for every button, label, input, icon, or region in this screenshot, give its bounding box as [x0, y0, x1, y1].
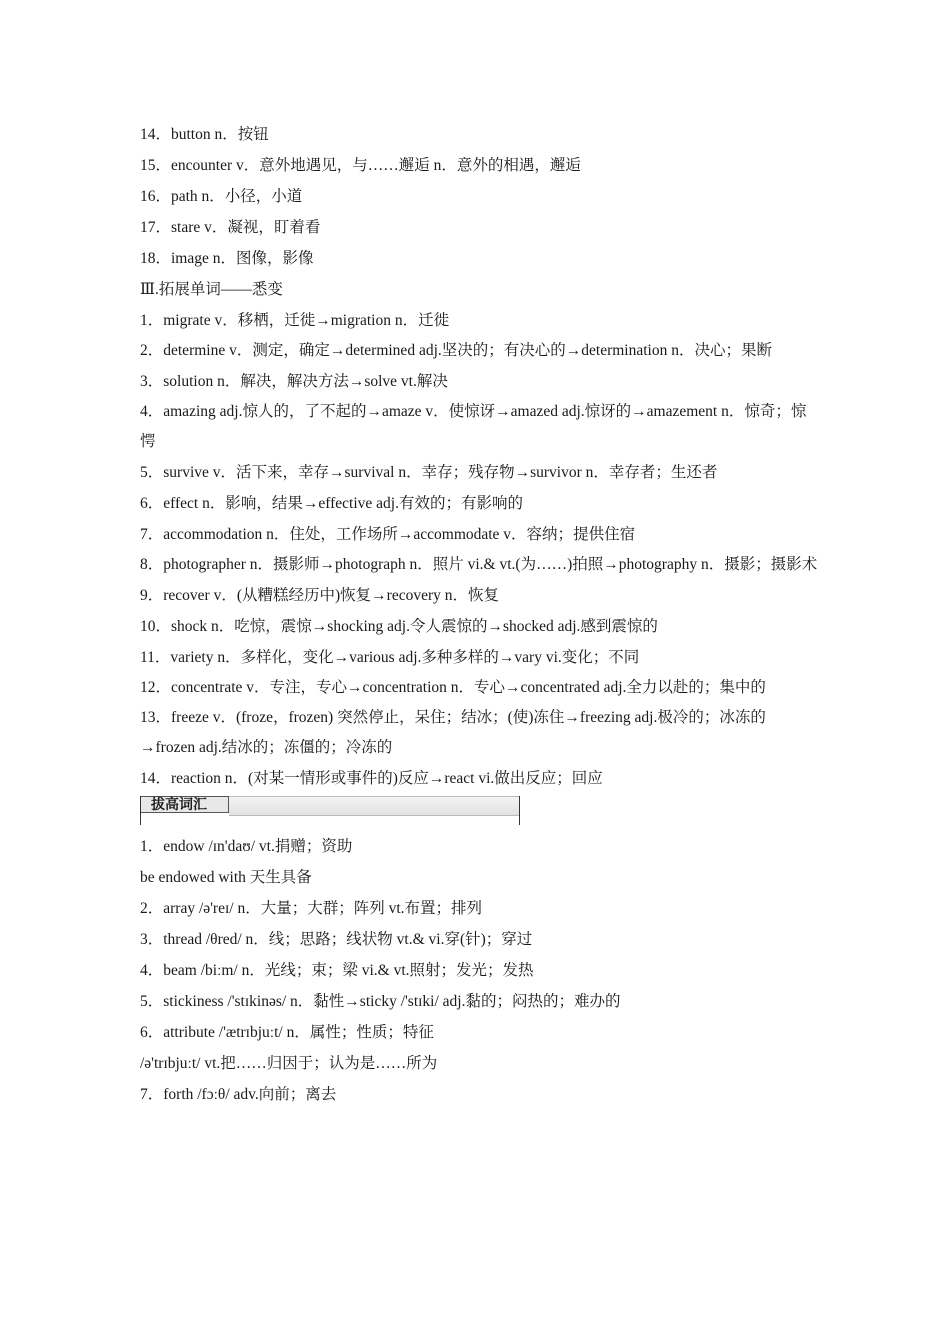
list-item: 4．beam /biːm/ n．光线；束；梁 vi.& vt.照射；发光；发热: [140, 962, 534, 979]
list-item: /ə'trɪbjuːt/ vt.把……归因于；认为是……所为: [140, 1055, 438, 1072]
list-item: 6．effect n．影响，结果→effective adj.有效的；有影响的: [140, 495, 523, 512]
list-item: 4．amazing adj.惊人的，了不起的→amaze v．使惊讶→amazed adj.惊讶的→amazement n．惊奇；惊愕: [140, 403, 807, 450]
list-item: 15．encounter v．意外地遇见，与……邂逅 n．意外的相遇，邂逅: [140, 157, 581, 174]
list-item: 2．determine v．测定，确定→determined adj.坚决的；有决心的→determination n．决心；果断: [140, 342, 772, 359]
list-item: 13．freeze v．(froze，frozen) 突然停止，呆住；结冰；(使)冻住→freezing adj.极冷的；冰冻的→frozen adj.结冰的；冻僵的；冷冻的: [140, 709, 766, 756]
list-item: 18．image n．图像，影像: [140, 250, 314, 267]
list-item: 3．thread /θred/ n．线；思路；线状物 vt.& vi.穿(针)；穿过: [140, 931, 533, 948]
list-item: 11．variety n．多样化，变化→various adj.多种多样的→vary vi.变化；不同: [140, 649, 640, 666]
list-item: 5．stickiness /'stɪkinəs/ n．黏性→sticky /'stɪki/ adj.黏的；闷热的；难办的: [140, 993, 621, 1010]
list-item: 2．array /ə'reɪ/ n．大量；大群；阵列 vt.布置；排列: [140, 900, 483, 917]
list-item: 14．reaction n．(对某一情形或事件的)反应→react vi.做出反应；回应: [140, 770, 603, 787]
list-item: 6．attribute /'ætrɪbjuːt/ n．属性；性质；特征: [140, 1024, 434, 1041]
list-item: 1．endow /ɪn'daʊ/ vt.捐赠；资助: [140, 838, 353, 855]
list-item: 10．shock n．吃惊，震惊→shocking adj.令人震惊的→shocked adj.感到震惊的: [140, 618, 658, 635]
list-item: 9．recover v．(从糟糕经历中)恢复→recovery n．恢复: [140, 587, 499, 604]
list-item: 1．migrate v．移栖，迁徙→migration n．迁徙: [140, 312, 450, 329]
list-item: 16．path n．小径，小道: [140, 188, 303, 205]
section-banner-bar: [229, 796, 519, 816]
section-heading: Ⅲ.拓展单词——悉变: [140, 281, 283, 298]
list-item: be endowed with 天生具备: [140, 869, 312, 886]
section-banner: [140, 796, 520, 825]
list-item: 7．forth /fɔːθ/ adv.向前；离去: [140, 1086, 337, 1103]
list-item: 7．accommodation n．住处，工作场所→accommodate v．容纳；提供住宿: [140, 526, 636, 543]
list-item: 8．photographer n．摄影师→photograph n．照片 vi.& vt.(为……)拍照→photography n．摄影；摄影术: [140, 556, 818, 573]
list-item: 17．stare v．凝视，盯着看: [140, 219, 321, 236]
list-item: 12．concentrate v．专注，专心→concentration n．专心→concentrated adj.全力以赴的；集中的: [140, 679, 766, 696]
word-list-b: [140, 305, 820, 794]
section-banner-title: 拔高词汇: [141, 796, 229, 813]
list-item: 14．button n．按钮: [140, 126, 269, 143]
document-page: [140, 119, 820, 1110]
list-item: 3．solution n．解决，解决方法→solve vt.解决: [140, 373, 448, 390]
word-list-a: [140, 119, 820, 274]
list-item: 5．survive v．活下来，幸存→survival n．幸存；残存物→survivor n．幸存者；生还者: [140, 464, 718, 481]
word-list-c: [140, 831, 820, 1110]
